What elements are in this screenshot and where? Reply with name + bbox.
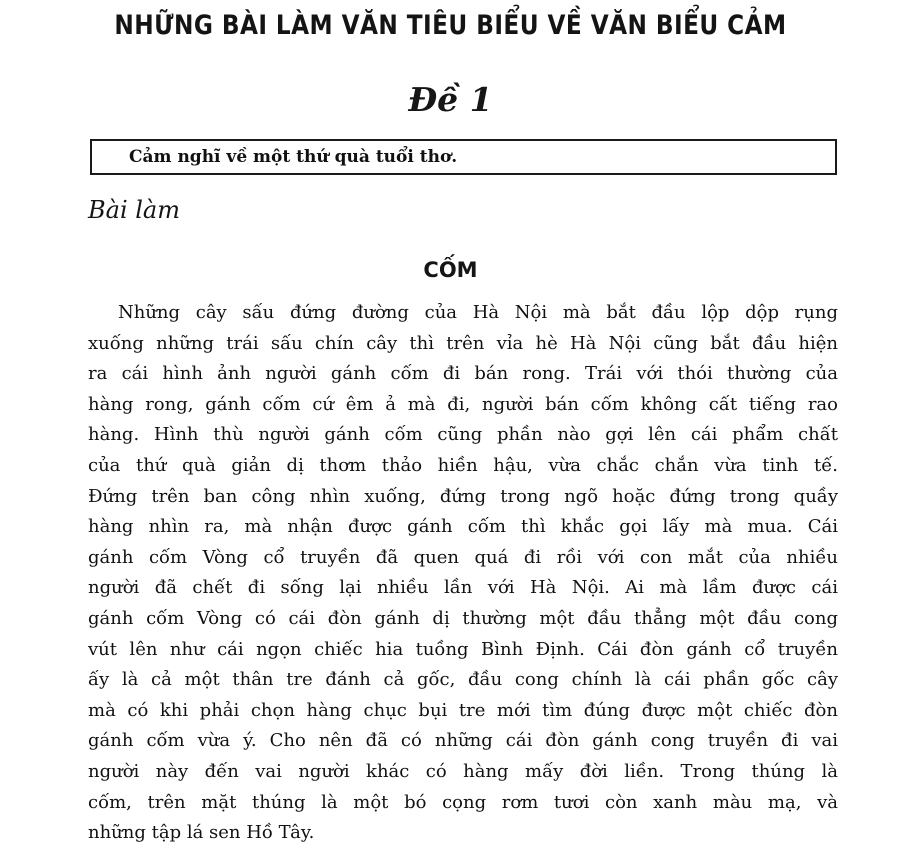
essay-line: ra cái hình ảnh người gánh cốm đi bán rong. Trái với thói thường của: [88, 363, 838, 385]
essay-line: người này đến vai người khác có hàng mấy đời liền. Trong thúng là: [88, 760, 838, 782]
essay-body: [88, 298, 838, 849]
essay-line: mà có khi phải chọn hàng chục bụi tre mới tìm đúng được một chiếc đòn: [88, 699, 838, 721]
essay-line: người đã chết đi sống lại nhiều lần với Hà Nội. Ai mà lầm được cái: [88, 577, 838, 599]
prompt-box: [90, 139, 837, 175]
essay-line: những tập lá sen Hồ Tây.: [88, 822, 315, 844]
essay-line: hàng nhìn ra, mà nhận được gánh cốm thì khắc gọi lấy mà mua. Cái: [88, 516, 838, 538]
essay-line: gánh cốm Vòng cổ truyền đã quen quá đi rồi với con mắt của nhiều: [88, 546, 838, 568]
page-title: NHỮNG BÀI LÀM VĂN TIÊU BIỂU VỀ VĂN BIỂU CẢM: [114, 10, 787, 41]
essay-line: của thứ quà giản dị thơm thảo hiền hậu, vừa chắc chắn vừa tinh tế.: [88, 454, 838, 476]
essay-line: Đứng trên ban công nhìn xuống, đứng trong ngõ hoặc đứng trong quầy: [88, 485, 838, 507]
essay-line: cốm, trên mặt thúng là một bó cọng rơm tươi còn xanh màu mạ, và: [88, 791, 838, 813]
essay-line: vút lên như cái ngọn chiếc hia tuồng Bình Định. Cái đòn gánh cổ truyền: [88, 638, 838, 660]
essay-line: hàng rong, gánh cốm cứ êm ả mà đi, người bán cốm không cất tiếng rao: [88, 393, 838, 415]
essay-line: hàng. Hình thù người gánh cốm cũng phần nào gợi lên cái phẩm chất: [88, 424, 838, 446]
prompt-text: Cảm nghĩ về một thứ quà tuổi thơ.: [129, 147, 458, 167]
essay-line: ấy là cả một thân tre đánh cả gốc, đầu cong chính là cái phần gốc cây: [88, 669, 838, 691]
essay-line: gánh cốm Vòng có cái đòn gánh dị thường một đầu thẳng một đầu cong: [88, 607, 838, 629]
essay-line: xuống những trái sấu chín cây thì trên vỉa hè Hà Nội cũng bắt đầu hiện: [88, 332, 838, 354]
essay-line: Những cây sấu đứng đường của Hà Nội mà bắt đầu lộp dộp rụng: [118, 302, 838, 323]
essay-title: CỐM: [423, 258, 478, 282]
work-label: Bài làm: [88, 196, 180, 224]
exercise-number: Đề 1: [408, 80, 493, 119]
essay-line: gánh cốm vừa ý. Cho nên đã có những cái đòn gánh cong truyền đi vai: [88, 730, 838, 752]
